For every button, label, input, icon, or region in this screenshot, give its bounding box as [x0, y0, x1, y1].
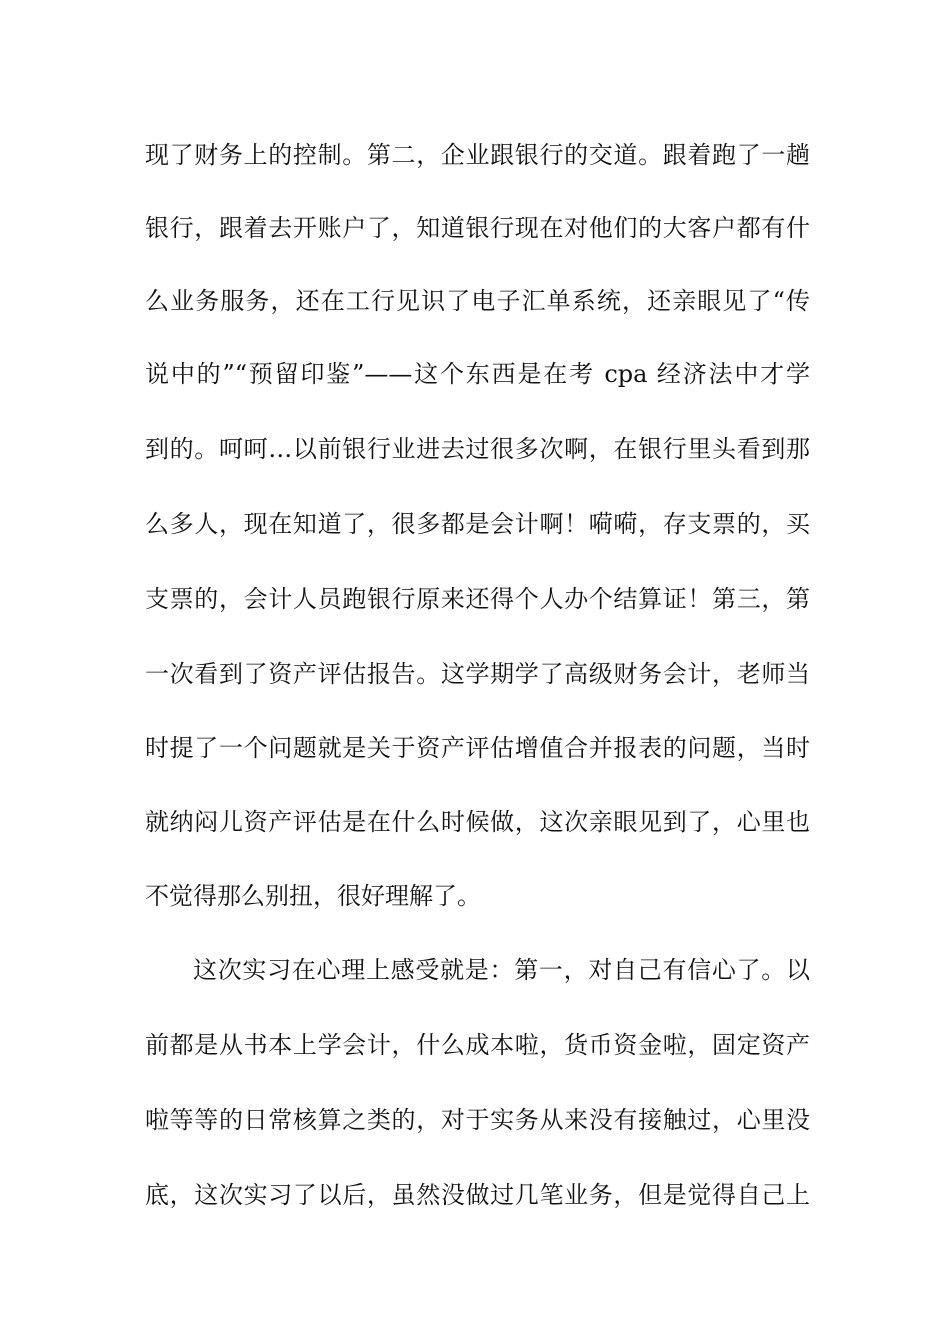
text-line-12: 这次实习在心理上感受就是：第一，对自己有信心了。以	[193, 956, 810, 984]
text-line-5: 到的。呵呵…以前银行业进去过很多次啊，在银行里头看到那	[145, 435, 810, 463]
text-line-11: 不觉得那么别扭，很好理解了。	[145, 882, 481, 910]
text-line-2: 银行，跟着去开账户了，知道银行现在对他们的大客户都有什	[145, 214, 810, 242]
text-line-3: 么业务服务，还在工行见识了电子汇单系统，还亲眼见了“传	[145, 287, 810, 315]
text-line-10: 就纳闷儿资产评估是在什么时候做，这次亲眼见到了，心里也	[145, 808, 810, 836]
text-line-9: 时提了一个问题就是关于资产评估增值合并报表的问题，当时	[145, 734, 810, 762]
text-line-6: 么多人，现在知道了，很多都是会计啊！嗬嗬，存支票的，买	[145, 510, 810, 538]
text-line-1: 现了财务上的控制。第二，企业跟银行的交道。跟着跑了一趟	[145, 141, 810, 169]
text-line-8: 一次看到了资产评估报告。这学期学了高级财务会计，老师当	[145, 660, 810, 688]
text-line-13: 前都是从书本上学会计，什么成本啦，货币资金啦，固定资产	[145, 1031, 810, 1059]
text-line-7: 支票的，会计人员跑银行原来还得个人办个结算证！第三，第	[145, 585, 810, 613]
text-line-14: 啦等等的日常核算之类的，对于实务从来没有接触过，心里没	[145, 1106, 810, 1134]
text-line-4: 说中的”“预留印鉴”——这个东西是在考 cpa 经济法中才学	[145, 360, 810, 388]
text-line-15: 底，这次实习了以后，虽然没做过几笔业务，但是觉得自己上	[145, 1181, 810, 1209]
